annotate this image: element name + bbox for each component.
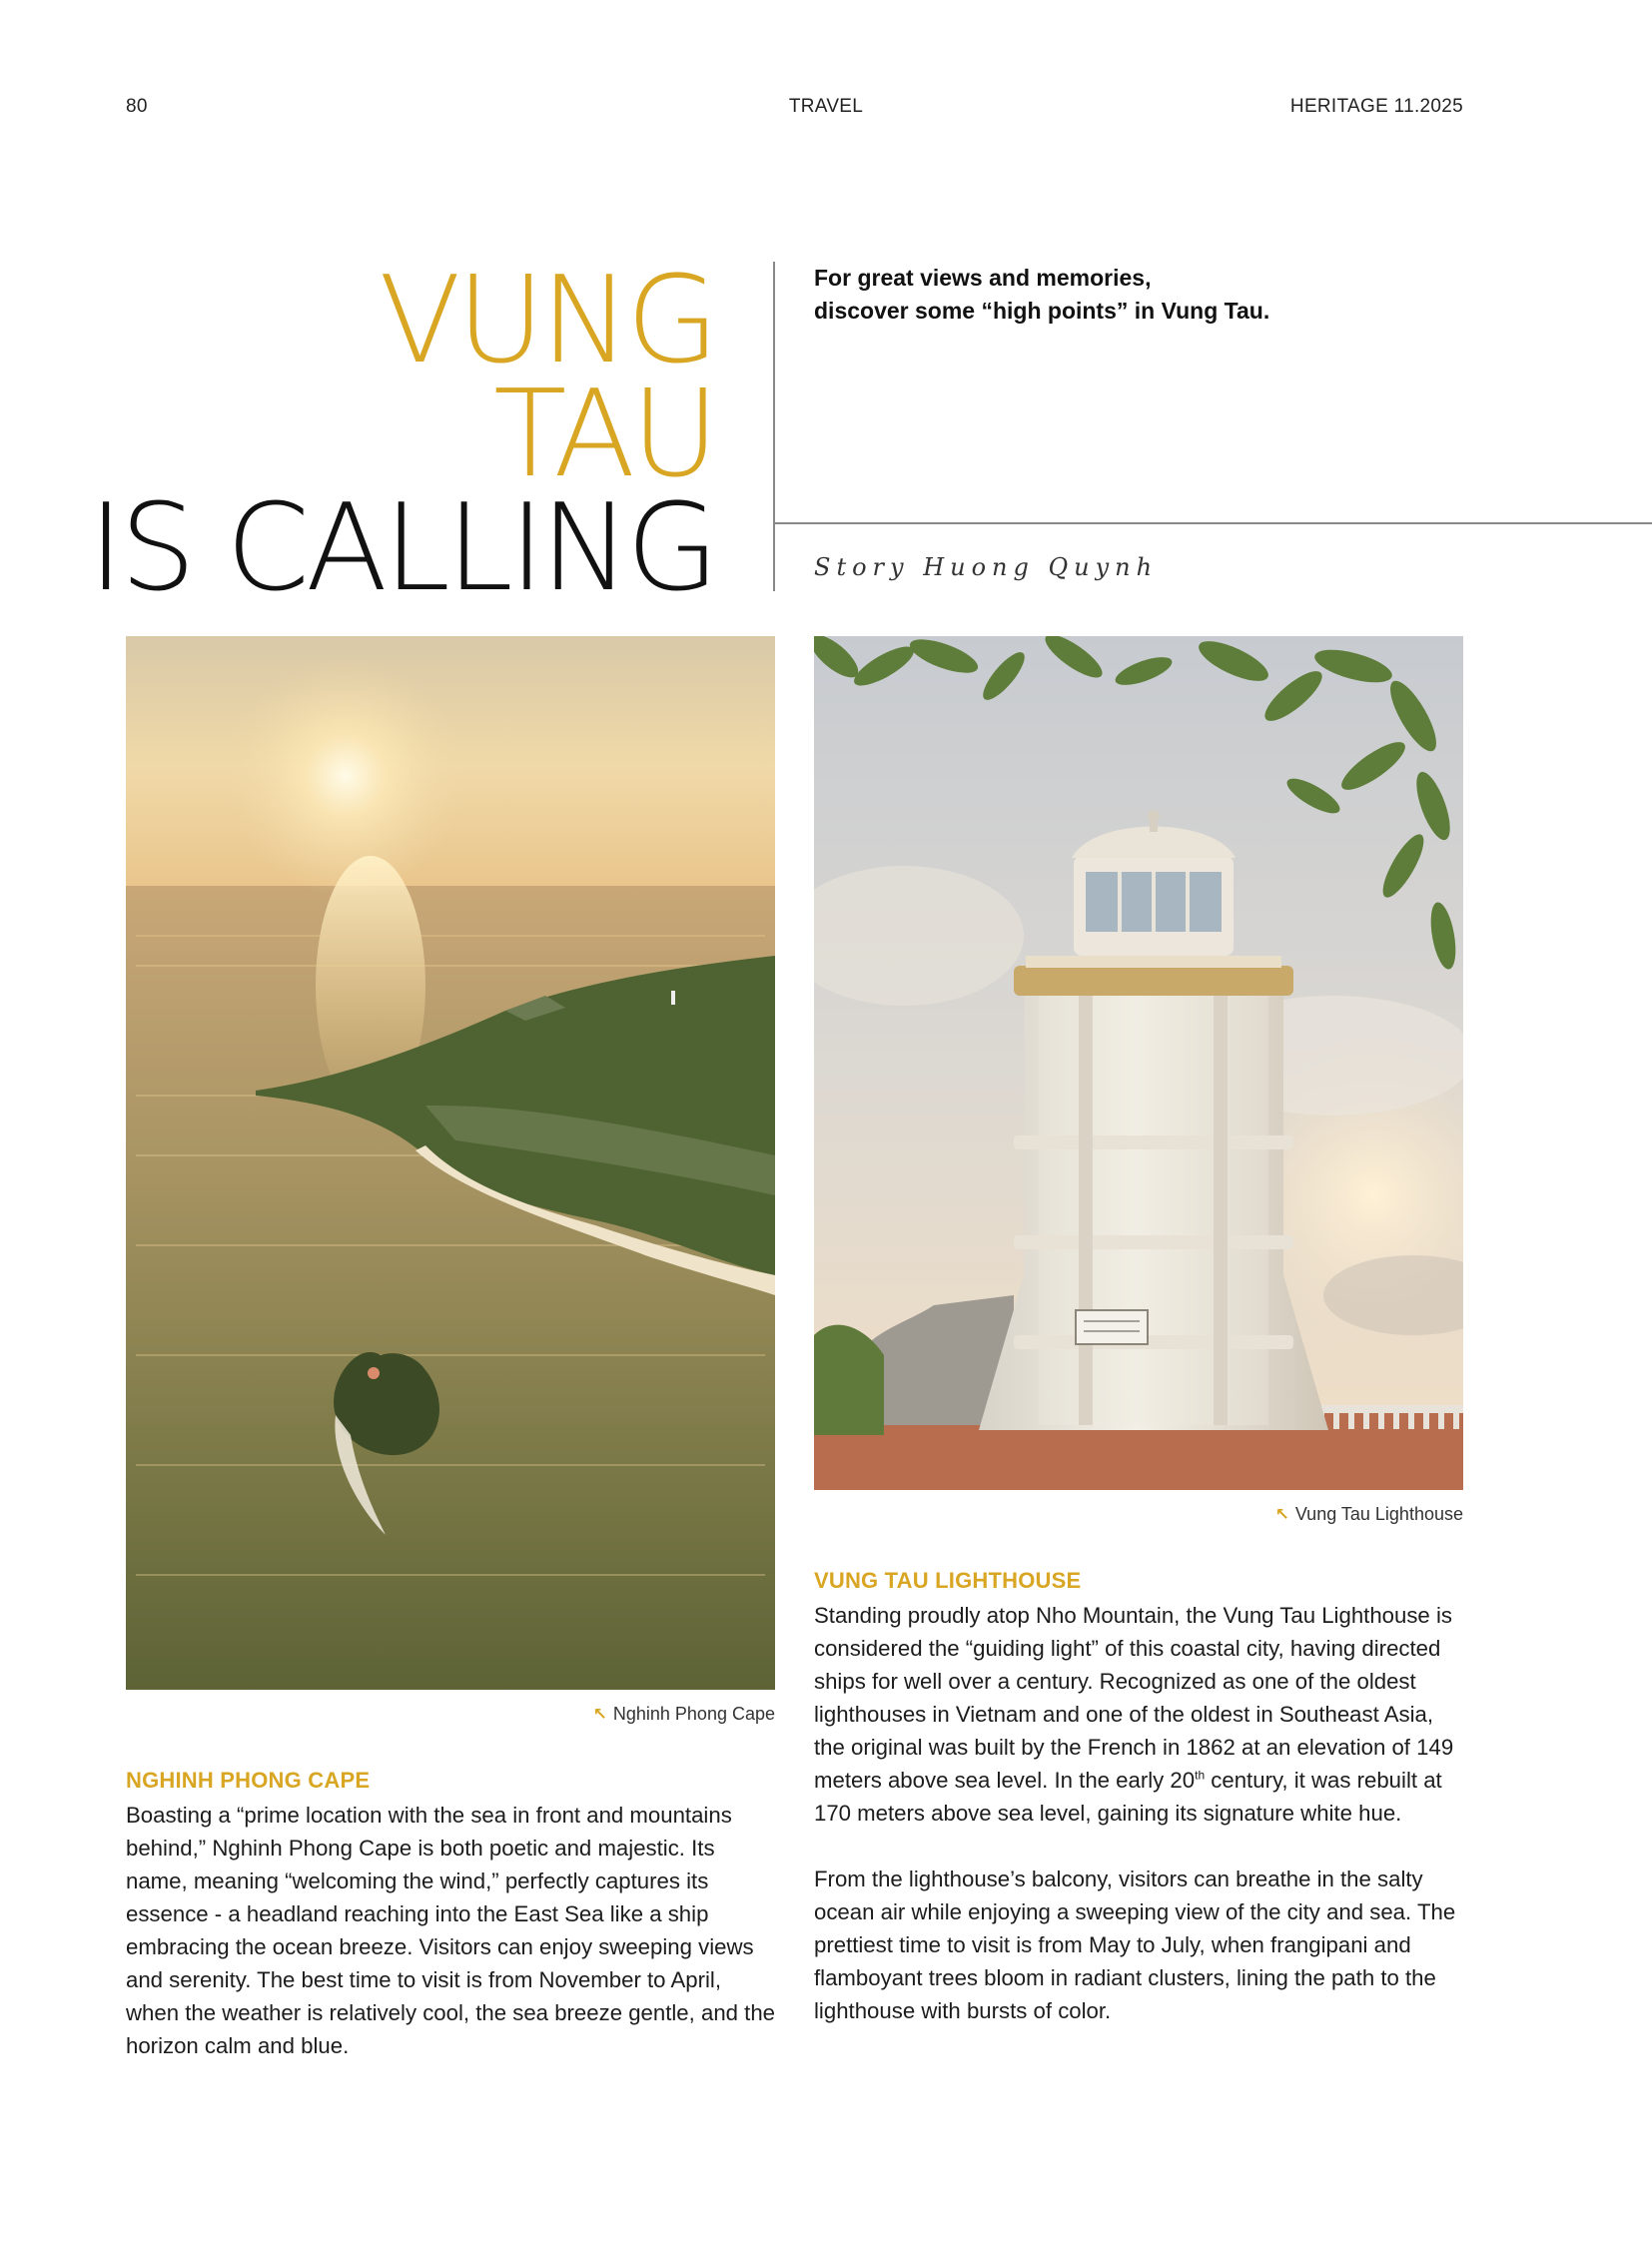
lighthouse-paragraph-1 xyxy=(814,1599,1467,1830)
horizontal-rule xyxy=(773,522,1652,524)
cape-caption-text: Nghinh Phong Cape xyxy=(612,1704,775,1724)
lighthouse-body xyxy=(814,1599,1467,2027)
title-line-3: IS CALLING xyxy=(88,479,715,618)
caption-arrow-icon: ↖ xyxy=(592,1704,607,1724)
caption-arrow-icon: ↖ xyxy=(1274,1504,1289,1524)
lighthouse-heading: VUNG TAU LIGHTHOUSE xyxy=(814,1568,1082,1593)
cape-paragraph: Boasting a “prime location with the sea in front and mountains behind,” Nghinh Phong Cape is both poetic and majestic. Its name, meaning “welcoming the wind,” perfectly captures its essence - a headland reaching into the East Sea like a ship embracing the ocean breeze. Visitors can enjoy sweeping views and serenity. The best time to visit is from November to April, when the weather is relatively cool, the sea breeze gentle, and the horizon calm and blue. xyxy=(126,1803,776,2058)
cape-photo xyxy=(126,636,775,1690)
lighthouse-p1-part-b: century, it was rebuilt at 170 meters above sea level, gaining its signature white hue. xyxy=(814,1768,1442,1826)
cape-heading: NGHINH PHONG CAPE xyxy=(126,1768,371,1793)
lighthouse-photo xyxy=(814,636,1463,1490)
lighthouse-p1-part-a: Standing proudly atop Nho Mountain, the Vung Tau Lighthouse is considered the “guiding light” of this coastal city, having directed ships for well over a century. Recognized as one of the oldest lighthouses in Vietnam and one of the oldest in Southeast Asia, the original was built by the French in 1862 at an elevation of 149 meters above sea level. In the early 20 xyxy=(814,1603,1454,1793)
issue-label: HERITAGE 11.2025 xyxy=(1289,96,1463,117)
page-number: 80 xyxy=(126,96,148,117)
byline: Story Huong Quynh xyxy=(814,553,1159,581)
lighthouse-caption xyxy=(1275,1504,1463,1525)
cape-body xyxy=(126,1799,779,2062)
cape-photo-illustration xyxy=(126,636,775,1690)
title-line-2: TAU xyxy=(493,366,715,504)
dek xyxy=(814,262,1269,328)
section-label: TRAVEL xyxy=(788,96,864,117)
dek-line-2: discover some “high points” in Vung Tau. xyxy=(814,298,1270,324)
title-line-1: VUNG xyxy=(379,252,715,390)
lighthouse-paragraph-2: From the lighthouse’s balcony, visitors can breathe in the salty ocean air while enjoying a sweeping view of the city and sea. The prettiest time to visit is from May to July, when frangipani and flamboyant trees bloom in radiant clusters, lining the path to the lighthouse with bursts of color. xyxy=(814,1867,1456,2023)
vertical-rule xyxy=(773,262,775,591)
ordinal-suffix: th xyxy=(1195,1768,1206,1783)
lighthouse-caption-text: Vung Tau Lighthouse xyxy=(1294,1504,1463,1524)
cape-caption xyxy=(593,1704,775,1725)
lighthouse-photo-illustration xyxy=(814,636,1463,1490)
dek-line-1: For great views and memories, xyxy=(814,265,1152,291)
